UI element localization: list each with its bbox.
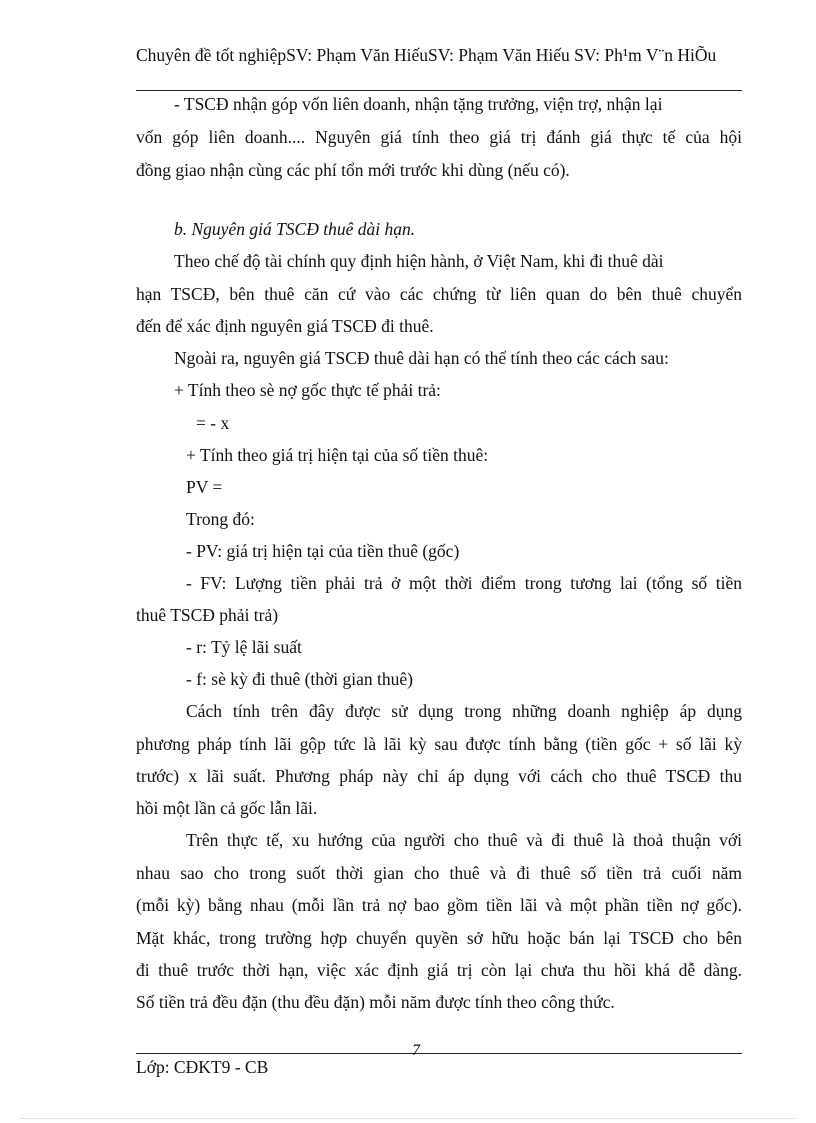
paragraph-line: đi thuê trước thời hạn, việc xác định giá trị còn lại chưa thu hồi khá dễ dàng. xyxy=(136,960,742,980)
formula: = - x xyxy=(196,413,230,433)
paragraph-line: Số tiền trả đều đặn (thu đều đặn) mỗi năm được tính theo công thức. xyxy=(136,992,615,1012)
paragraph-line: trước) x lãi suất. Phương pháp này chỉ áp dụng với cách cho thuê TSCĐ thu xyxy=(136,766,742,786)
page-number: 7 xyxy=(412,1042,420,1059)
paragraph-line: Trong đó: xyxy=(186,509,255,529)
paragraph-line: vốn góp liên doanh.... Nguyên giá tính theo giá trị đánh giá thực tế của hội xyxy=(136,127,742,147)
definition-item: - f: sè kỳ đi thuê (thời gian thuê) xyxy=(186,669,413,689)
method-item: + Tính theo giá trị hiện tại của số tiền thuê: xyxy=(186,445,489,465)
paragraph-line: Theo chế độ tài chính quy định hiện hành, ở Việt Nam, khi đi thuê dài xyxy=(174,251,664,271)
page-header: Chuyên đề tốt nghiệpSV: Phạm Văn HiếuSV: Phạm Văn Hiếu SV: Ph¹m V¨n HiÕu xyxy=(136,45,717,65)
section-heading: b. Nguyên giá TSCĐ thuê dài hạn. xyxy=(174,219,416,239)
paragraph-line: phương pháp tính lãi gộp tức là lãi kỳ sau được tính bằng (tiền gốc + số lãi kỳ xyxy=(136,734,742,754)
definition-item: - FV: Lượng tiền phải trả ở một thời điểm trong tương lai (tổng số tiền xyxy=(186,573,742,593)
method-item: + Tính theo sè nợ gốc thực tế phải trả: xyxy=(174,380,441,400)
paragraph-line: đến để xác định nguyên giá TSCĐ đi thuê. xyxy=(136,316,434,336)
formula: PV = xyxy=(186,477,223,497)
paragraph-line: - TSCĐ nhận góp vốn liên doanh, nhận tặng trưởng, viện trợ, nhận lại xyxy=(174,94,663,114)
paragraph-line: nhau sao cho trong suốt thời gian cho thuê và đi thuê số tiền trả cuối năm xyxy=(136,863,742,883)
header-divider xyxy=(136,90,742,91)
definition-item: - PV: giá trị hiện tại của tiền thuê (gốc) xyxy=(186,541,460,561)
definition-item: - r: Tỷ lệ lãi suất xyxy=(186,637,302,657)
paragraph-line: Ngoài ra, nguyên giá TSCĐ thuê dài hạn có thể tính theo các cách sau: xyxy=(174,348,669,368)
paragraph-line: (mỗi kỳ) bằng nhau (mỗi lần trả nợ bao gồm tiền lãi và một phần tiền nợ gốc). xyxy=(136,895,742,915)
paragraph-line: hồi một lần cả gốc lẫn lãi. xyxy=(136,798,318,818)
paragraph-line: Mặt khác, trong trường hợp chuyển quyền sở hữu hoặc bán lại TSCĐ cho bên xyxy=(136,928,742,948)
paragraph-line: Trên thực tế, xu hướng của người cho thuê và đi thuê là thoả thuận với xyxy=(186,830,742,850)
paragraph-line: Cách tính trên đây được sử dụng trong những doanh nghiệp áp dụng xyxy=(186,701,742,721)
footer-divider xyxy=(136,1053,742,1054)
definition-item: thuê TSCĐ phải trả) xyxy=(136,605,279,625)
footer-class-label: Lớp: CĐKT9 - CB xyxy=(136,1057,269,1077)
paragraph-line: hạn TSCĐ, bên thuê căn cứ vào các chứng từ liên quan do bên thuê chuyển xyxy=(136,284,742,304)
page-bottom-edge xyxy=(20,1118,796,1119)
paragraph-line: đồng giao nhận cùng các phí tổn mới trước khi dùng (nếu có). xyxy=(136,160,570,180)
